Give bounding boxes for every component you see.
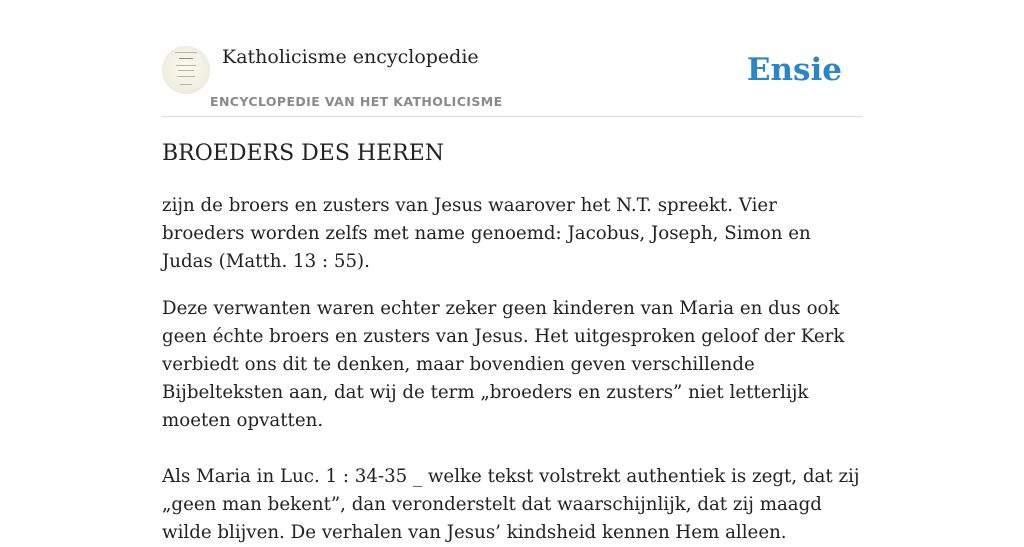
entry-paragraph: Als Maria in Luc. 1 : 34-35 _ welke tekst volstrekt authentiek is zegt, dat zij „geen man bekent”, dan veronderstelt dat waarschijnlijk, dat zij maagd wilde blijven. De verhalen van Jesus’ kindsheid kennen Hem alleen. bbox=[162, 466, 860, 543]
entry-title: BROEDERS DES HEREN bbox=[162, 141, 445, 166]
site-header bbox=[162, 40, 862, 117]
book-title-link[interactable]: Katholicisme encyclopedie bbox=[222, 46, 479, 68]
book-cover-icon[interactable] bbox=[162, 46, 210, 94]
ensie-logo-link[interactable]: Ensie bbox=[746, 52, 842, 88]
book-subtitle: ENCYCLOPEDIE VAN HET KATHOLICISME bbox=[210, 94, 503, 109]
entry-body bbox=[162, 192, 864, 547]
entry-paragraph: Deze verwanten waren echter zeker geen kinderen van Maria en dus ook geen échte broers en zusters van Jesus. Het uitgesproken geloof der Kerk verbiedt ons dit te denken, maar bovendien geven verschillende Bijbelteksten aan, dat wij de term „broeders en zusters” niet letterlijk moeten opvatten. bbox=[162, 298, 845, 431]
entry-paragraph: zijn de broers en zusters van Jesus waarover het N.T. spreekt. Vier broeders worden zelfs met name genoemd: Jacobus, Joseph, Simon en Judas (Matth. 13 : 55). bbox=[162, 195, 811, 272]
